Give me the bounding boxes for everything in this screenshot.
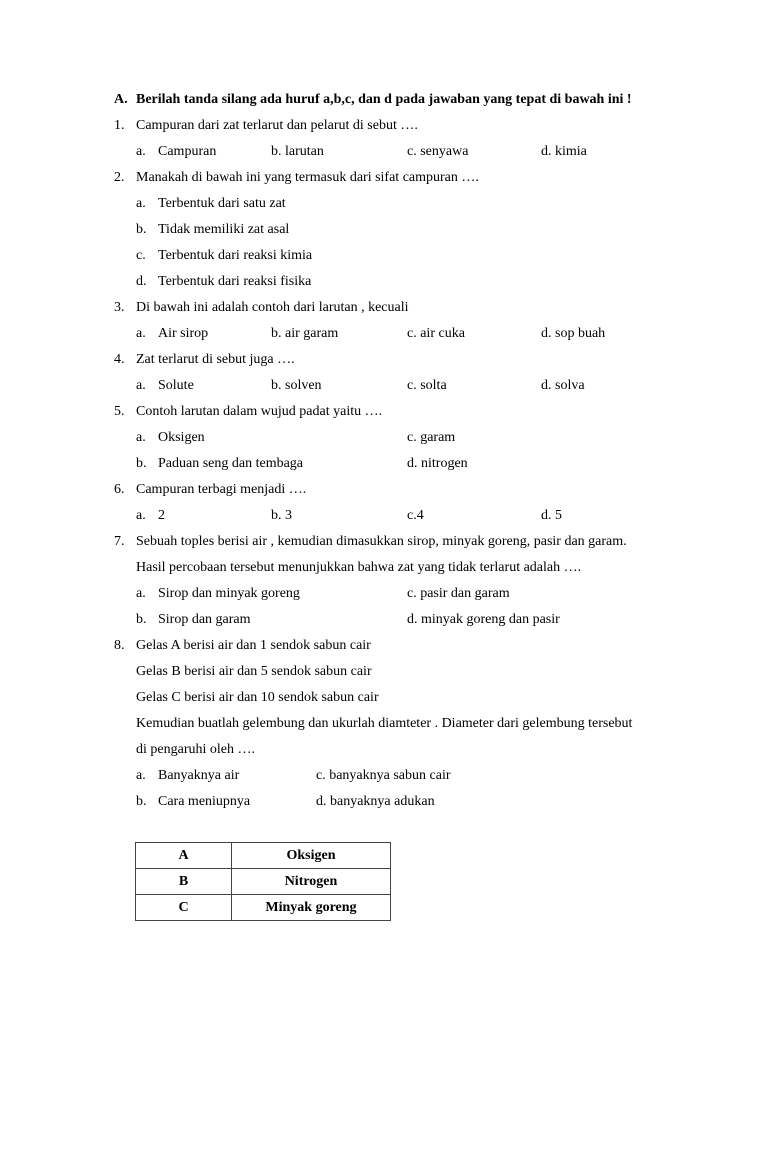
option-d[interactable]: d. banyaknya adukan [316, 794, 435, 809]
option-a-letter: a. [136, 378, 146, 393]
option-a[interactable]: Banyaknya air [158, 768, 240, 783]
table-cell-value: Nitrogen [232, 869, 391, 895]
option-b-letter: b. [136, 456, 147, 471]
option-b-letter: b. [136, 794, 147, 809]
option-c[interactable]: Terbentuk dari reaksi kimia [158, 248, 313, 263]
question-number: 4. [114, 352, 125, 367]
question-text: Campuran terbagi menjadi …. [136, 482, 307, 497]
option-c[interactable]: c. solta [407, 378, 447, 393]
option-d[interactable]: d. minyak goreng dan pasir [407, 612, 560, 627]
option-b[interactable]: Sirop dan garam [158, 612, 251, 627]
table-row [136, 895, 391, 921]
option-a[interactable]: Campuran [158, 144, 217, 159]
question-number: 5. [114, 404, 125, 419]
option-a[interactable]: Air sirop [158, 326, 209, 341]
question-number: 6. [114, 482, 125, 497]
question-text-continued: Kemudian buatlah gelembung dan ukurlah diamteter . Diameter dari gelembung tersebut [136, 716, 633, 731]
option-c[interactable]: c. garam [407, 430, 456, 445]
option-c[interactable]: c. pasir dan garam [407, 586, 510, 601]
option-b[interactable]: Tidak memiliki zat asal [158, 222, 290, 237]
option-b[interactable]: Paduan seng dan tembaga [158, 456, 304, 471]
question-text-continued: Hasil percobaan tersebut menunjukkan bahwa zat yang tidak terlarut adalah …. [136, 560, 582, 575]
question-text-continued: Gelas C berisi air dan 10 sendok sabun cair [136, 690, 379, 705]
option-b[interactable]: b. larutan [271, 144, 324, 159]
option-d-letter: d. [136, 274, 147, 289]
table-cell-key: A [136, 843, 232, 869]
option-d[interactable]: d. solva [541, 378, 585, 393]
option-a[interactable]: Sirop dan minyak goreng [158, 586, 300, 601]
question-text: Manakah di bawah ini yang termasuk dari sifat campuran …. [136, 170, 479, 185]
option-a-letter: a. [136, 768, 146, 783]
option-d[interactable]: d. nitrogen [407, 456, 468, 471]
table-cell-key: B [136, 869, 232, 895]
question-number: 8. [114, 638, 125, 653]
table-cell-value: Minyak goreng [232, 895, 391, 921]
question-text-continued: di pengaruhi oleh …. [136, 742, 255, 757]
answer-table [135, 842, 391, 921]
table-cell-key: C [136, 895, 232, 921]
question-text: Gelas A berisi air dan 1 sendok sabun cair [136, 638, 371, 653]
option-a-letter: a. [136, 508, 146, 523]
question-text: Sebuah toples berisi air , kemudian dimasukkan sirop, minyak goreng, pasir dan garam. [136, 534, 627, 549]
option-a[interactable]: Solute [158, 378, 194, 393]
table-row [136, 843, 391, 869]
option-b[interactable]: b. 3 [271, 508, 292, 523]
question-text: Zat terlarut di sebut juga …. [136, 352, 295, 367]
question-number: 7. [114, 534, 125, 549]
option-b-letter: b. [136, 612, 147, 627]
option-a-letter: a. [136, 430, 146, 445]
option-a-letter: a. [136, 586, 146, 601]
question-number: 2. [114, 170, 125, 185]
question-text-continued: Gelas B berisi air dan 5 sendok sabun cair [136, 664, 372, 679]
question-number: 3. [114, 300, 125, 315]
question-text: Campuran dari zat terlarut dan pelarut di sebut …. [136, 118, 418, 133]
table-cell-value: Oksigen [232, 843, 391, 869]
option-c[interactable]: c. banyaknya sabun cair [316, 768, 451, 783]
section-label: A. [114, 92, 128, 107]
option-d[interactable]: d. 5 [541, 508, 562, 523]
option-a[interactable]: 2 [158, 508, 165, 523]
option-d[interactable]: Terbentuk dari reaksi fisika [158, 274, 312, 289]
option-d[interactable]: d. sop buah [541, 326, 606, 341]
option-b[interactable]: Cara meniupnya [158, 794, 251, 809]
table-row [136, 869, 391, 895]
option-b-letter: b. [136, 222, 147, 237]
option-c[interactable]: c.4 [407, 508, 424, 523]
question-number: 1. [114, 118, 125, 133]
option-b[interactable]: b. air garam [271, 326, 339, 341]
section-instruction: Berilah tanda silang ada huruf a,b,c, dan d pada jawaban yang tepat di bawah ini ! [136, 92, 632, 107]
option-a[interactable]: Oksigen [158, 430, 205, 445]
option-c[interactable]: c. air cuka [407, 326, 465, 341]
question-text: Di bawah ini adalah contoh dari larutan , kecuali [136, 300, 409, 315]
option-a-letter: a. [136, 196, 146, 211]
option-b[interactable]: b. solven [271, 378, 322, 393]
option-a-letter: a. [136, 144, 146, 159]
option-a[interactable]: Terbentuk dari satu zat [158, 196, 286, 211]
option-a-letter: a. [136, 326, 146, 341]
option-c[interactable]: c. senyawa [407, 144, 469, 159]
option-c-letter: c. [136, 248, 146, 263]
option-d[interactable]: d. kimia [541, 144, 587, 159]
question-text: Contoh larutan dalam wujud padat yaitu …. [136, 404, 383, 419]
